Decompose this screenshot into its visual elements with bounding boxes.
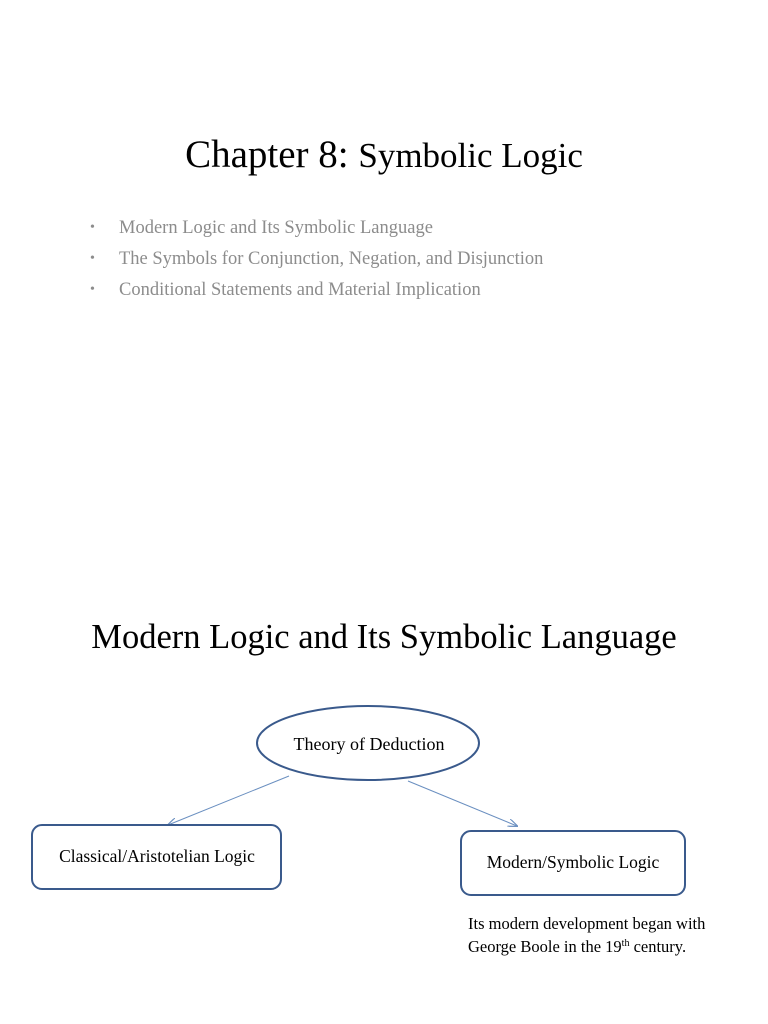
bullet-icon: • — [90, 282, 95, 297]
bullet-icon: • — [90, 251, 95, 266]
bullet-icon: • — [90, 220, 95, 235]
arrow-to-modern — [408, 781, 517, 826]
chapter-subject: Symbolic Logic — [358, 136, 583, 175]
slide-title: Modern Logic and Its Symbolic Language — [91, 618, 677, 656]
topic-text: Modern Logic and Its Symbolic Language — [119, 218, 433, 238]
modern-logic-label: Modern/Symbolic Logic — [486, 852, 660, 872]
slide-modern-logic — [0, 512, 768, 1024]
arrow-to-classical — [168, 776, 289, 825]
note-text: Its modern development began with George Boole in the 19 — [468, 914, 706, 956]
topic-text: The Symbols for Conjunction, Negation, and Disjunction — [119, 249, 544, 269]
chapter-number: Chapter 8: — [185, 133, 359, 176]
topic-item — [90, 276, 543, 307]
note-text-end: century. — [629, 937, 687, 956]
chapter-title — [0, 132, 768, 179]
classical-logic-label: Classical/Aristotelian Logic — [59, 846, 255, 866]
theory-of-deduction-label: Theory of Deduction — [293, 734, 445, 754]
topic-item — [90, 214, 543, 245]
topic-text: Conditional Statements and Material Implication — [119, 280, 481, 300]
boole-note — [468, 912, 728, 958]
topic-list — [90, 214, 543, 307]
topic-item — [90, 245, 543, 276]
note-superscript: th — [621, 938, 630, 949]
